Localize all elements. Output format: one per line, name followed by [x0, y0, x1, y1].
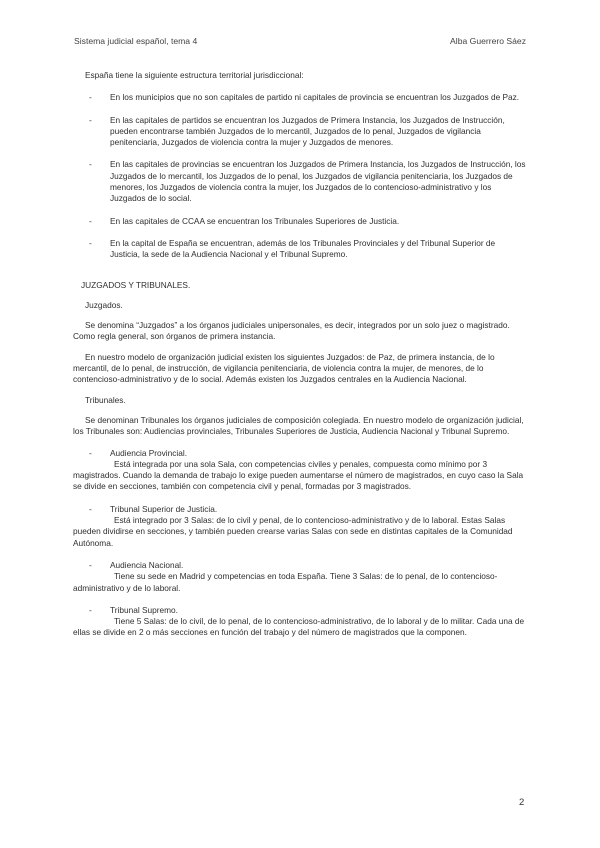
- header-right: Alba Guerrero Sáez: [450, 36, 526, 46]
- juzgados-paragraph-2: En nuestro modelo de organización judicial existen los siguientes Juzgados: de Paz, de primera instancia, de lo mercantil, de lo penal, de instrucción, de vigilancia penitenciaria, de violencia contra la mujer, de menores, de lo contencioso-administrativo y de lo social. Además existen los Juzgados centrales en la Audiencia Nacional.: [73, 351, 495, 385]
- court-description: Tiene 5 Salas: de lo civil, de lo penal, de lo contencioso-administrativo, de lo laboral y de lo militar. Cada una de ellas se divide en 2 o más secciones en función del trabajo y del número de magistrados que la componen.: [73, 616, 525, 638]
- list-item-text: En la capital de España se encuentran, además de los Tribunales Provinciales y del Tribunal Superior de Justicia, la sede de la Audiencia Nacional y el Tribunal Supremo.: [110, 237, 496, 260]
- court-title: Tribunal Supremo.: [110, 604, 178, 615]
- page-header: [74, 36, 526, 46]
- juzgados-paragraph-1: Se denomina “Juzgados” a los órganos judiciales unipersonales, es decir, integrados por un solo juez o magistrado. Como regla general, son órganos de primera instancia.: [73, 320, 510, 342]
- court-title: Audiencia Provincial.: [110, 447, 188, 458]
- section-title: JUZGADOS Y TRIBUNALES.: [81, 279, 191, 290]
- document-body: [73, 70, 527, 650]
- list-item-text: En las capitales de partidos se encuentran los Juzgados de Primera Instancia, los Juzgados de Instrucción, pueden encontrarse también Juzgados de lo mercantil, Juzgados de lo penal, Juzgados de vigilancia penitenciaria, Juzgados de violencia contra la mujer y Juzgados de menores.: [110, 114, 505, 148]
- court-audiencia-provincial: - Audiencia Provincial. Está integrada por una sola Sala, con competencias civiles y penales, compuesta como mínimo por 3 magistrados. Cuando la demanda de trabajo lo exige pueden aumentarse el número de magistrados, en cuyo caso la Sala se divide en secciones, también con competencia civil y penal, formadas por 3 magistrados.: [73, 448, 527, 493]
- list-item-text: En los municipios que no son capitales de partido ni capitales de provincia se encuentran los Juzgados de Paz.: [110, 92, 520, 103]
- court-description: Tiene su sede en Madrid y competencias en toda España. Tiene 3 Salas: de lo penal, de lo contencioso-administrativo y de lo laboral.: [73, 571, 498, 593]
- tribunales-paragraph: Se denominan Tribunales los órganos judiciales de composición colegiada. En nuestro modelo de organización judicial, los Tribunales son: Audiencias provinciales, Tribunales Superiores de Justicia, Audiencia Nacional y Tribunal Supremo.: [73, 414, 524, 437]
- page-number: 2: [519, 797, 525, 808]
- court-tribunal-supremo: - Tribunal Supremo. Tiene 5 Salas: de lo civil, de lo penal, de lo contencioso-administrativo, de lo laboral y de lo militar. Cada una de ellas se divide en 2 o más secciones en función del trabajo y del número de magistrados que la componen.: [73, 605, 527, 639]
- court-audiencia-nacional: - Audiencia Nacional. Tiene su sede en Madrid y competencias en toda España. Tiene 3 Salas: de lo penal, de lo contencioso-administrativo y de lo laboral.: [73, 560, 527, 594]
- court-title: Tribunal Superior de Justicia.: [110, 503, 218, 514]
- list-item: - En las capitales de provincias se encuentran los Juzgados de Primera Instancia, los Juzgados de Instrucción, los Juzgados de lo mercantil, los Juzgados de lo penal, los Juzgados de vigilancia penitenciaria, los Juzgados de menores, los Juzgados de violencia contra la mujer, los Juzgados de lo contencioso-administrativo y los Juzgados de lo social.: [89, 159, 526, 204]
- territorial-list: [73, 92, 527, 260]
- list-item-text: En las capitales de CCAA se encuentran los Tribunales Superiores de Justicia.: [110, 215, 400, 226]
- header-left: Sistema judicial español, tema 4: [74, 36, 198, 46]
- tribunales-heading: Tribunales.: [85, 394, 126, 405]
- court-description: Está integrado por 3 Salas: de lo civil y penal, de lo contencioso-administrativo y de lo laboral. Estas Salas pueden dividirse en secciones, y también pueden crearse varias Salas con sede en distintas capitales de la Comunidad Autónoma.: [73, 515, 513, 548]
- list-item: - En la capital de España se encuentran, además de los Tribunales Provinciales y del Tribunal Superior de Justicia, la sede de la Audiencia Nacional y el Tribunal Supremo.: [89, 237, 496, 260]
- list-item: - En las capitales de partidos se encuentran los Juzgados de Primera Instancia, los Juzgados de Instrucción, pueden encontrarse también Juzgados de lo mercantil, Juzgados de lo penal, Juzgados de vigilancia penitenciaria, Juzgados de violencia contra la mujer y Juzgados de menores.: [89, 114, 505, 148]
- court-title: Audiencia Nacional.: [110, 559, 184, 570]
- court-tribunal-superior: - Tribunal Superior de Justicia. Está integrado por 3 Salas: de lo civil y penal, de lo contencioso-administrativo y de lo laboral. Estas Salas pueden dividirse en secciones, y también pueden crearse varias Salas con sede en distintas capitales de la Comunidad Autónoma.: [73, 504, 527, 549]
- list-item: - En las capitales de CCAA se encuentran los Tribunales Superiores de Justicia.: [89, 215, 400, 226]
- list-item: - En los municipios que no son capitales de partido ni capitales de provincia se encuentran los Juzgados de Paz.: [89, 92, 520, 103]
- list-item-text: En las capitales de provincias se encuentran los Juzgados de Primera Instancia, los Juzgados de Instrucción, los Juzgados de lo mercantil, los Juzgados de lo penal, los Juzgados de vigilancia penitenciaria, los Juzgados de menores, los Juzgados de violencia contra la mujer, los Juzgados de lo contencioso-administrativo y los Juzgados de lo social.: [110, 159, 526, 204]
- juzgados-heading: Juzgados.: [85, 299, 123, 310]
- court-description: Está integrada por una sola Sala, con competencias civiles y penales, compuesta como mínimo por 3 magistrados. Cuando la demanda de trabajo lo exige pueden aumentarse el número de magistrados, en cuyo caso la Sala se divide en secciones, también con competencia civil y penal, formadas por 3 magistrados.: [73, 458, 524, 492]
- intro-paragraph: España tiene la siguiente estructura territorial jurisdiccional:: [85, 70, 304, 80]
